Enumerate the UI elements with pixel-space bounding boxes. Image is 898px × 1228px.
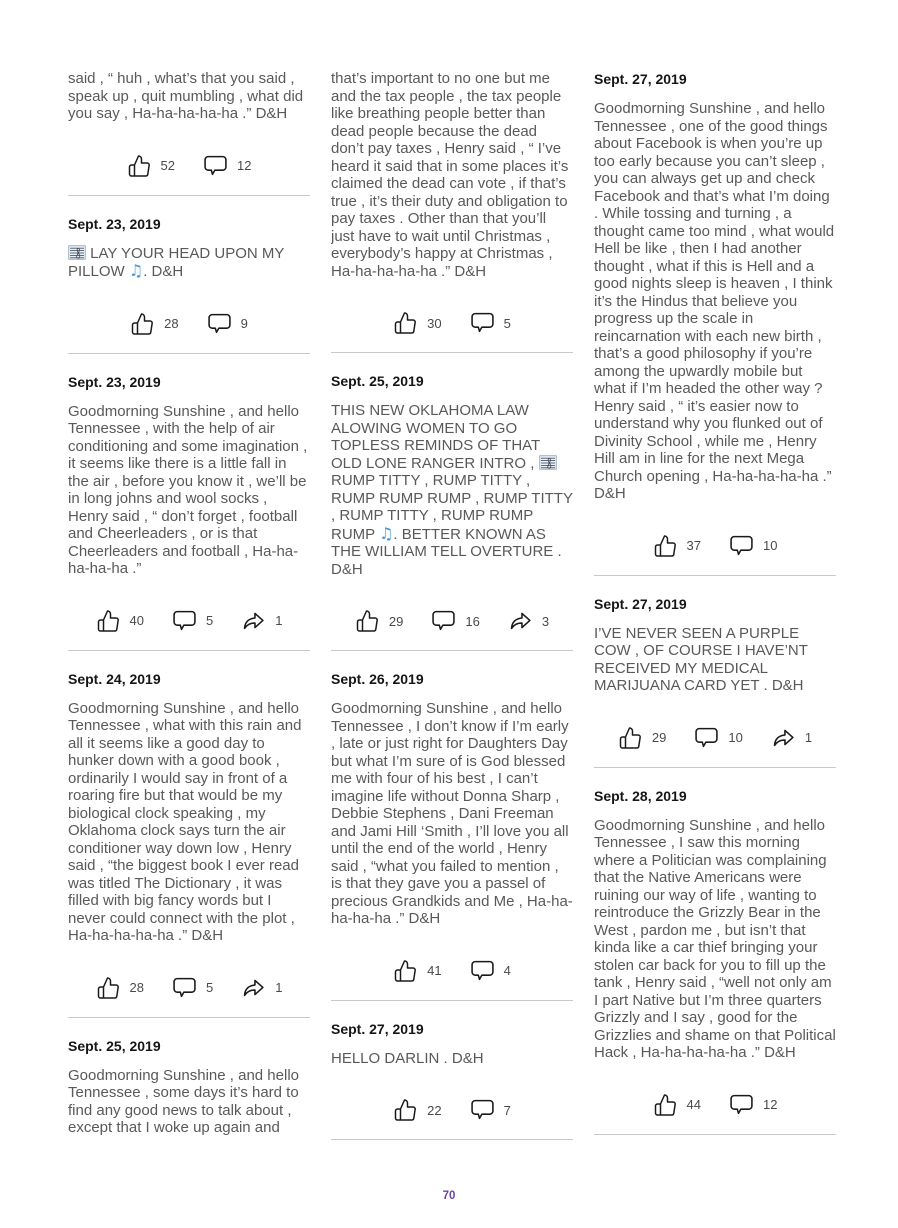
- thumbs-up-icon: [653, 534, 678, 558]
- comment-icon: [470, 1098, 495, 1122]
- post-divider: [331, 1000, 573, 1001]
- like-count-group: [130, 312, 178, 336]
- thumbs-up-icon: [653, 1093, 678, 1117]
- thumbs-up-icon: [393, 959, 418, 983]
- like-count: 30: [427, 315, 442, 331]
- facebook-post: [331, 670, 573, 1001]
- like-count-group: [393, 959, 441, 983]
- post-text: Goodmorning Sunshine , and hello Tennessee , I don’t know if I’m early , late or just right for Daughters Day but what I’m sure of is God blessed me with four of his best , I can’t imagine life without Donna Sharp , Debbie Stephens , Dani Freeman and Jami Hill ‘Smith , I’ll love you all until the end of the world , Henry said , “what you failed to mention , is that they gave you a passel of precious Grandkids and Me , Ha-ha-ha-ha-ha .” D&H: [331, 700, 573, 927]
- post-date: Sept. 27, 2019: [331, 1020, 424, 1037]
- facebook-post: [594, 595, 836, 768]
- post-text: [331, 402, 573, 578]
- comment-count-group: [207, 312, 248, 336]
- post-text: that’s important to no one but me and the tax people , the tax people like breathing people better than dead people because the dead don’t pay taxes , Henry said , “ I’ve heard it said that in some places it’s claimed the dead can vote , if that’s true , it’s their duty and obligation to pay taxes . Other than that you’ll just have to wait until Christmas , everybody’s happy at Christmas , Ha-ha-ha-ha-ha .” D&H: [331, 70, 569, 280]
- post-text: Goodmorning Sunshine , and hello Tennessee , one of the good things about Facebook is when you’re up too early because you can’t sleep , you can always get up and check Facebook and that’s what I’m doing . While tossing and turning , a thought came too mind , what would Hell be like , then I had another thought , what if this is Hell and a good nights sleep is heaven , I think it’s the Hindus that believe you progress up the scale in reincarnation with each new birth , that’s a good philosophy if you’re among the upwardly mobile but what if I’m headed the other way ? Henry said , “ it’s easier now to understand why you flunked out of Divinity School , while me , Henry Hill am in line for the next Mega Church opening , Ha-ha-ha-ha-ha .” D&H: [594, 100, 835, 502]
- share-icon: [241, 976, 266, 1000]
- reaction-bar: [68, 608, 310, 634]
- like-count-group: [96, 609, 144, 633]
- comment-count-group: [470, 311, 511, 335]
- thumbs-up-icon: [96, 609, 121, 633]
- share-count-group: [508, 609, 549, 633]
- facebook-post: [68, 1037, 310, 1137]
- comment-icon: [470, 959, 495, 983]
- reaction-bar: [331, 1097, 573, 1123]
- comment-count: 5: [206, 613, 214, 628]
- like-count-group: [618, 726, 666, 750]
- thumbs-up-icon: [130, 312, 155, 336]
- like-count: 40: [129, 613, 144, 628]
- comment-icon: [431, 609, 456, 633]
- share-icon: [771, 726, 796, 750]
- share-icon: [508, 609, 533, 633]
- comment-icon: [172, 609, 197, 633]
- comment-count: 5: [206, 980, 214, 995]
- facebook-post: [68, 70, 310, 196]
- column-2: [331, 70, 573, 1170]
- book-page: [68, 70, 836, 1170]
- post-text-segment: . BETTER KNOWN AS THE WILLIAM TELL OVERTURE . D&H: [331, 525, 562, 578]
- post-date: Sept. 26, 2019: [331, 671, 424, 687]
- comment-count-group: [729, 534, 777, 558]
- like-count: 29: [388, 613, 404, 629]
- post-text: Goodmorning Sunshine , and hello Tennessee , with the help of air conditioning and some imagination , it seems like there is a little fall in the air , before you know it , we’ll be in long johns and wool socks , Henry said , “ don’t forget , football and Cheerleaders , or is that Cheerleaders and football , Ha-ha-ha-ha-ha .”: [68, 402, 308, 577]
- facebook-post: [68, 373, 310, 651]
- post-text-segment: LAY YOUR HEAD UPON MY PILLOW: [68, 244, 285, 280]
- reaction-bar: [331, 310, 573, 336]
- comment-count: 7: [503, 1102, 511, 1118]
- post-divider: [68, 1017, 310, 1018]
- like-count: 52: [160, 158, 175, 173]
- comment-count-group: [470, 1098, 511, 1122]
- facebook-post: [594, 787, 836, 1135]
- like-count: 44: [686, 1097, 701, 1112]
- post-text-segment: . D&H: [143, 263, 184, 280]
- facebook-post: [68, 215, 310, 354]
- thumbs-up-icon: [393, 311, 418, 335]
- post-date: Sept. 25, 2019: [68, 1037, 161, 1054]
- post-text: Goodmorning Sunshine , and hello Tennessee , what with this rain and all it seems like a good day to hunker down with a good book , ordinarily I would say in front of a roaring fire but that would be my biological clock speaking , my Oklahoma clock says turn the air conditioner way down low , Henry said , “the biggest book I ever read was titled The Dictionary , it was filled with big fancy words but I never could connect with the plot , Ha-ha-ha-ha-ha .” D&H: [68, 699, 302, 944]
- like-count-group: [127, 154, 175, 178]
- reaction-bar: [68, 975, 310, 1001]
- post-divider: [594, 575, 836, 576]
- thumbs-up-icon: [96, 976, 121, 1000]
- post-divider: [68, 353, 310, 354]
- share-count: 1: [804, 730, 813, 745]
- facebook-post: [331, 70, 573, 353]
- facebook-post: [594, 70, 836, 576]
- comment-count-group: [694, 726, 742, 750]
- like-count-group: [653, 534, 701, 558]
- musical-score-icon: [539, 455, 557, 470]
- comment-icon: [203, 154, 228, 178]
- post-date: Sept. 23, 2019: [68, 373, 161, 390]
- post-divider: [331, 1139, 573, 1140]
- facebook-post: [68, 670, 310, 1018]
- post-date: Sept. 27, 2019: [594, 595, 687, 612]
- post-text: said , “ huh , what’s that you said , speak up , quit mumbling , what did you say , Ha-ha-ha-ha-ha .” D&H: [68, 70, 304, 122]
- post-text-segment: THIS NEW OKLAHOMA LAW ALOWING WOMEN TO GO TOPLESS REMINDS OF THAT OLD LONE RANGER INTRO ,: [331, 402, 540, 472]
- like-count: 28: [129, 980, 144, 995]
- post-divider: [68, 195, 310, 196]
- comment-count-group: [729, 1093, 777, 1117]
- like-count: 29: [651, 730, 667, 745]
- like-count: 22: [427, 1102, 442, 1118]
- post-text: Goodmorning Sunshine , and hello Tennessee , some days it’s hard to find any good news to talk about , except that I woke up again and: [68, 1066, 299, 1136]
- comment-count-group: [470, 959, 511, 983]
- share-count-group: [771, 726, 812, 750]
- like-count-group: [355, 609, 403, 633]
- comment-count: 12: [763, 1097, 778, 1112]
- share-count: 1: [275, 980, 283, 995]
- like-count: 41: [427, 963, 442, 978]
- like-count-group: [393, 311, 441, 335]
- reaction-bar: [594, 725, 836, 751]
- thumbs-up-icon: [355, 609, 380, 633]
- post-divider: [68, 650, 310, 651]
- like-count-group: [653, 1093, 701, 1117]
- comment-icon: [172, 976, 197, 1000]
- thumbs-up-icon: [393, 1098, 418, 1122]
- comment-icon: [207, 312, 232, 336]
- reaction-bar: [68, 153, 310, 179]
- post-date: Sept. 23, 2019: [68, 215, 161, 232]
- comment-count: 9: [240, 316, 248, 331]
- share-count: 3: [541, 613, 550, 629]
- like-count-group: [96, 976, 144, 1000]
- post-text-segment: RUMP TITTY , RUMP TITTY , RUMP RUMP RUMP , RUMP TITTY , RUMP TITTY , RUMP RUMP RUMP: [331, 472, 573, 543]
- comment-icon: [470, 311, 495, 335]
- post-text: HELLO DARLIN . D&H: [331, 1049, 484, 1067]
- share-icon: [241, 609, 266, 633]
- share-count: 1: [275, 613, 283, 628]
- comment-count-group: [431, 609, 479, 633]
- music-notes-icon: ♫: [128, 261, 144, 280]
- share-count-group: [241, 976, 282, 1000]
- comment-count-group: [172, 976, 213, 1000]
- post-date: Sept. 28, 2019: [594, 787, 687, 804]
- music-notes-icon: ♫: [379, 523, 394, 543]
- comment-count: 16: [465, 613, 480, 629]
- like-count: 37: [686, 538, 701, 553]
- thumbs-up-icon: [618, 726, 643, 750]
- reaction-bar: [68, 311, 310, 337]
- like-count-group: [393, 1098, 441, 1122]
- comment-count: 5: [503, 315, 511, 331]
- facebook-post: [331, 372, 573, 651]
- post-date: Sept. 24, 2019: [68, 670, 161, 687]
- share-count-group: [241, 609, 282, 633]
- reaction-bar: [331, 958, 573, 984]
- comment-icon: [729, 534, 754, 558]
- page-number: 70: [442, 1190, 456, 1202]
- facebook-post: [331, 1020, 573, 1141]
- like-count: 28: [164, 316, 179, 331]
- comment-count-group: [203, 154, 251, 178]
- comment-icon: [694, 726, 719, 750]
- comment-count-group: [172, 609, 213, 633]
- comment-count: 4: [503, 963, 511, 978]
- post-divider: [594, 767, 836, 768]
- comment-count: 10: [728, 730, 743, 745]
- reaction-bar: [594, 533, 836, 559]
- thumbs-up-icon: [127, 154, 152, 178]
- musical-score-icon: [68, 245, 86, 260]
- post-divider: [331, 352, 573, 353]
- reaction-bar: [594, 1092, 836, 1118]
- post-date: Sept. 25, 2019: [331, 373, 424, 389]
- comment-icon: [729, 1093, 754, 1117]
- post-text: Goodmorning Sunshine , and hello Tennessee , I saw this morning where a Politician was complaining that the Native Americans were ruining our way of life , wanting to reintroduce the Grizzly Bear in the West , pardon me , but isn’t that kinda like a car thief bringing your stolen car back for you to fill up the tank , Henry said , “well not only am I part Native but I’m three quarters Grizzly and I say , good for the Grizzlies and shame on that Political Hack , Ha-ha-ha-ha-ha .” D&H: [594, 816, 836, 1061]
- comment-count: 12: [237, 158, 252, 173]
- post-divider: [331, 650, 573, 651]
- reaction-bar: [331, 608, 573, 634]
- post-text: I’VE NEVER SEEN A PURPLE COW , OF COURSE I HAVE’NT RECEIVED MY MEDICAL MARIJUANA CARD YET . D&H: [594, 624, 808, 694]
- post-text: [68, 245, 310, 281]
- column-3: [594, 70, 836, 1170]
- column-1: [68, 70, 310, 1170]
- post-date: Sept. 27, 2019: [594, 71, 687, 87]
- post-divider: [594, 1134, 836, 1135]
- comment-count: 10: [763, 538, 778, 553]
